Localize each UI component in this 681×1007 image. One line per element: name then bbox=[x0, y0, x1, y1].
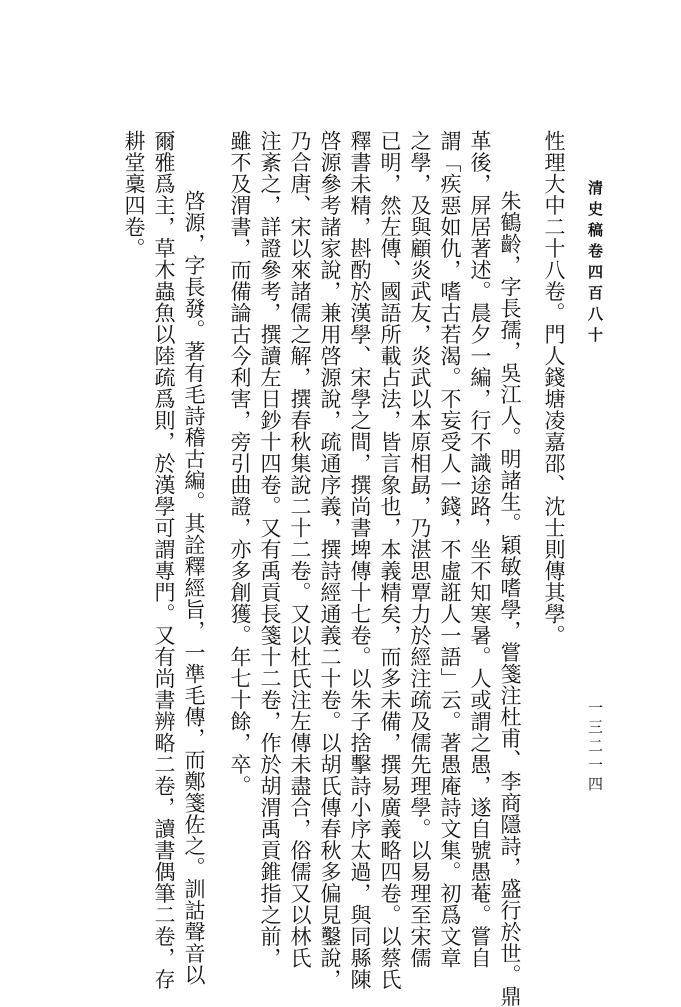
text-column: 雖不及渭書，而備論古今利害，旁引曲證，亦多創獲。年七十餘，卒。 bbox=[228, 130, 252, 797]
text-column: 乃合唐、宋以來諸儒之解，撰春秋集說二十二卷。又以杜氏注左傳未盡合，俗儒又以林氏 bbox=[288, 130, 312, 969]
text-column: 朱鶴齡，字長孺，吳江人。明諸生。穎敏嗜學，嘗箋注杜甫、李商隱詩，盛行於世。鼎 bbox=[498, 190, 522, 1007]
text-column: 爾雅爲主，草木蟲魚以陸疏爲則，於漢學可謂專門。又有尚書辨略二卷，讀書偶筆二卷，存 bbox=[152, 130, 176, 990]
text-column: 革後，屏居著述。晨夕一編，行不識途路，坐不知寒暑。人或謂之愚，遂自號愚菴。嘗自 bbox=[468, 130, 492, 969]
page-number: 一三二一四 bbox=[586, 700, 604, 795]
running-header: 清史稿卷四百八十 bbox=[586, 180, 604, 348]
text-column: 性理大中二十八卷。門人錢塘凌嘉邵、沈士則傳其學。 bbox=[542, 130, 566, 646]
text-column: 啓源，字長發。著有毛詩稽古編。其詮釋經旨，一準毛傳，而鄭箋佐之。訓詁聲音以 bbox=[182, 190, 206, 986]
text-column: 耕堂稾四卷。 bbox=[122, 130, 146, 259]
text-column: 啓源參考諸家說，兼用啓源說，疏通序義，撰詩經通義二十卷。以胡氏傳春秋多偏見鑿說， bbox=[318, 130, 342, 990]
text-column: 之學，及與顧炎武友，炎武以本原相勗，乃湛思覃力於經注疏及儒先理學。以易理至宋儒 bbox=[408, 130, 432, 969]
text-column: 注紊之，詳證參考，撰讀左日鈔十四卷。又有禹貢長箋十二卷，作於胡渭禹貢錐指之前， bbox=[258, 130, 282, 969]
text-column: 釋書未精，斟酌於漢學、宋學之間，撰尚書埤傳十七卷。以朱子捨擊詩小序太過，與同縣陳 bbox=[348, 130, 372, 990]
text-column: 謂「疾惡如仇，嗜古若渴。不妄受人一錢，不虛誑人一語」云。著愚庵詩文集。初爲文章 bbox=[438, 130, 462, 969]
text-column: 已明，然左傳、國語所載占法，皆言象也，本義精矣，而多未備，撰易廣義略四卷。以蔡氏 bbox=[378, 130, 402, 990]
